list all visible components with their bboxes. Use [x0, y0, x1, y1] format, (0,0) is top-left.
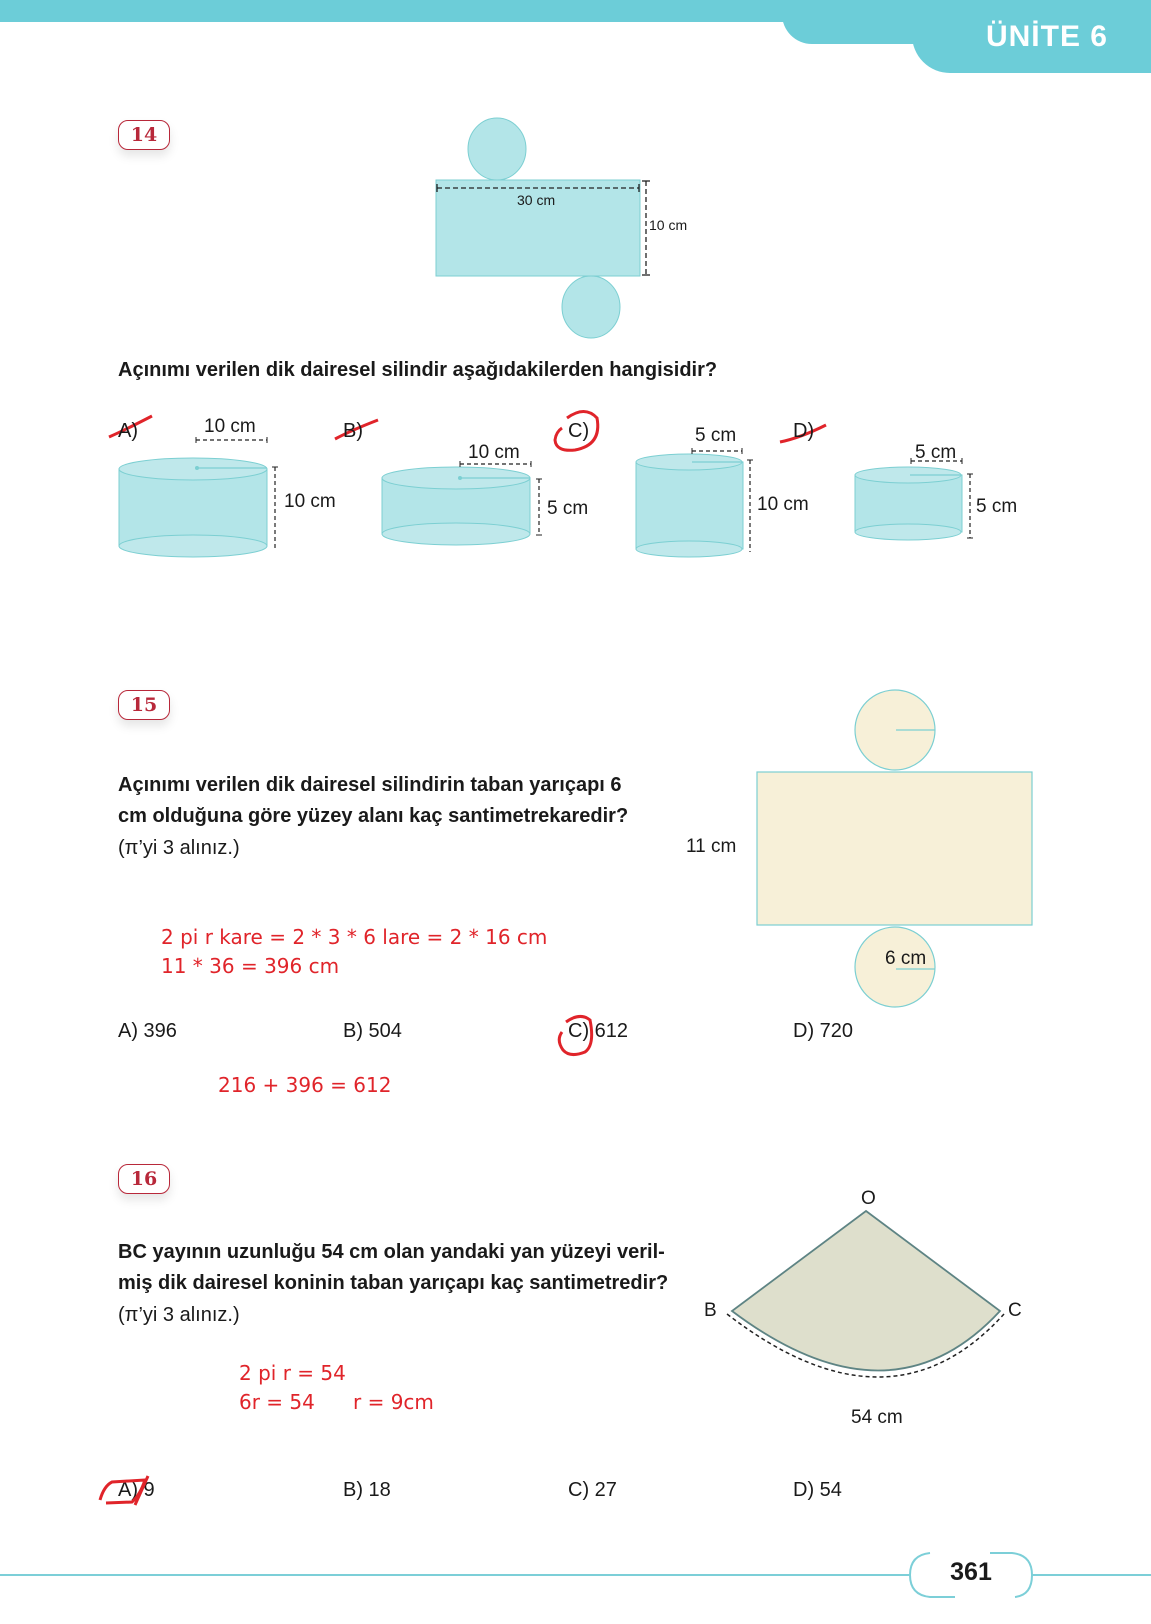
q16-pi-note: (π’yi 3 alınız.)	[118, 1304, 240, 1326]
q14-height-label: 10 cm	[649, 217, 688, 233]
q15-option-d[interactable]: D) 720	[793, 1020, 854, 1042]
q16-point-b-label: B	[704, 1300, 717, 1321]
q16-option-d[interactable]: D) 54	[793, 1479, 842, 1501]
q16-handwritten-line-1: 2 pi r = 54	[239, 1361, 346, 1385]
q15-option-c[interactable]: C) 612	[568, 1020, 629, 1042]
q15-prompt-line-2: cm olduğuna göre yüzey alanı kaç santimetrekaredir?	[118, 805, 629, 827]
question-number-15: 15	[118, 690, 170, 720]
q15-option-b[interactable]: B) 504	[343, 1020, 402, 1042]
q14-width-label: 30 cm	[517, 192, 556, 208]
q14-option-b-radius: 10 cm	[468, 442, 520, 463]
q15-option-a[interactable]: A) 396	[118, 1020, 177, 1042]
q16-vertex-o-label: O	[861, 1188, 876, 1209]
q14-option-c-height: 10 cm	[757, 494, 809, 515]
q14-option-c-radius: 5 cm	[695, 425, 737, 446]
q14-option-d-radius: 5 cm	[915, 442, 957, 463]
q14-option-d[interactable]: D)	[793, 420, 815, 442]
unit-label: ÜNİTE 6	[985, 20, 1108, 53]
page-number: 361	[950, 1558, 992, 1586]
q14-option-a[interactable]: A)	[118, 420, 138, 442]
question-number-16: 16	[118, 1164, 170, 1194]
q14-option-a-height: 10 cm	[284, 491, 336, 512]
q15-handwritten-line-2: 11 * 36 = 396 cm	[161, 954, 340, 978]
q15-handwritten-line-3: 216 + 396 = 612	[218, 1073, 392, 1097]
q15-pi-note: (π’yi 3 alınız.)	[118, 837, 240, 859]
q15-handwritten-line-1: 2 pi r kare = 2 * 3 * 6 lare = 2 * 16 cm	[161, 925, 548, 949]
q16-arc-length-label: 54 cm	[851, 1407, 903, 1428]
q14-option-b-height: 5 cm	[547, 498, 589, 519]
q16-handwritten-line-2: 6r = 54 r = 9cm	[239, 1390, 434, 1414]
q15-height-label: 11 cm	[686, 836, 737, 857]
q16-option-a[interactable]: A) 9	[118, 1479, 155, 1501]
q14-prompt: Açınımı verilen dik dairesel silindir aşağıdakilerden hangisidir?	[118, 359, 718, 381]
q15-radius-label: 6 cm	[885, 948, 927, 969]
q14-option-d-height: 5 cm	[976, 496, 1018, 517]
q16-option-b[interactable]: B) 18	[343, 1479, 391, 1501]
q14-option-c[interactable]: C)	[568, 420, 590, 442]
q16-prompt-line-1: BC yayının uzunluğu 54 cm olan yandaki yan yüzeyi veril-	[118, 1241, 665, 1263]
q14-option-b[interactable]: B)	[343, 420, 363, 442]
q16-option-c[interactable]: C) 27	[568, 1479, 617, 1501]
q16-prompt-line-2: miş dik dairesel koninin taban yarıçapı kaç santimetredir?	[118, 1272, 669, 1294]
q16-point-c-label: C	[1008, 1300, 1022, 1321]
q14-option-a-radius: 10 cm	[204, 416, 256, 437]
question-number-14: 14	[118, 120, 170, 150]
q15-prompt-line-1: Açınımı verilen dik dairesel silindirin taban yarıçapı 6	[118, 774, 622, 796]
